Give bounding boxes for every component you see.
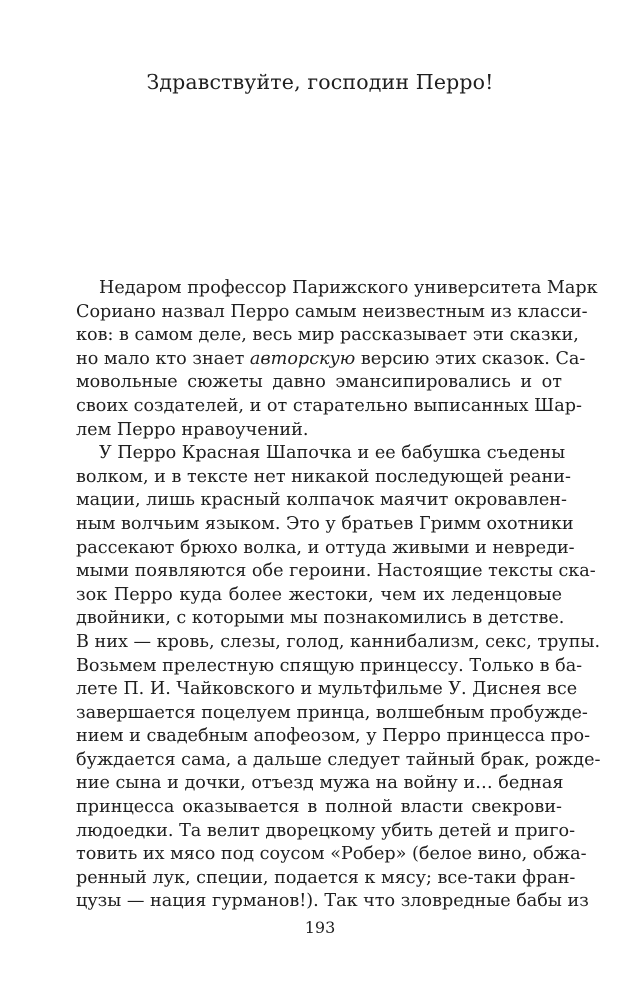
- text-line: ние сына и дочки, отъезд мужа на войну и… бедная: [76, 773, 564, 794]
- text-line: рассекают брюхо волка, и оттуда живыми и невреди-: [76, 537, 575, 558]
- text-line: У Перро Красная Шапочка и ее бабушка съедены: [99, 443, 566, 464]
- text-line: завершается поцелуем принца, волшебным пробужде-: [76, 702, 588, 723]
- text-line: [76, 348, 586, 372]
- text-line: Возьмем прелестную спящую принцессу. Только в ба-: [76, 655, 583, 676]
- text-line: Недаром профессор Парижского университета Марк: [99, 278, 598, 298]
- text-segment: версию этих сказок. Са-: [360, 348, 586, 369]
- text-line: волком, и в тексте нет никакой последующей реани-: [76, 466, 571, 487]
- text-line: товить их мясо под соусом «Робер» (белое вино, обжа-: [76, 844, 587, 865]
- text-line: мовольные сюжеты давно эмансипировались и от: [76, 372, 562, 393]
- text-line: мыми появляются обе героини. Настоящие тексты ска-: [76, 561, 596, 582]
- text-line: ренный лук, специи, подается к мясу; все-таки фран-: [76, 867, 576, 888]
- text-line: нием и свадебным апофеозом, у Перро принцесса про-: [76, 726, 591, 747]
- italic-word: авторскую: [249, 348, 356, 369]
- text-line: цузы — нация гурманов!). Так что зловредные бабы из: [76, 891, 589, 912]
- text-line: лете П. И. Чайковского и мультфильме У. Диснея все: [76, 679, 578, 700]
- chapter-title: Здравствуйте, господин Перро!: [146, 70, 494, 94]
- text-line: двойники, с которыми мы познакомились в детстве.: [76, 608, 565, 629]
- text-line: Сориано назвал Перро самым неизвестным из класси-: [76, 301, 588, 322]
- text-line: буждается сама, а дальше следует тайный брак, рожде-: [76, 749, 601, 770]
- text-line: зок Перро куда более жестоки, чем их леденцовые: [76, 584, 562, 605]
- body-text: [76, 277, 601, 914]
- text-line: людоедки. Та велит дворецкому убить детей и приго-: [76, 820, 576, 841]
- text-line: лем Перро нравоучений.: [76, 419, 309, 440]
- text-line: принцесса оказывается в полной власти свекрови-: [76, 797, 562, 818]
- page-number: 193: [304, 918, 336, 937]
- text-line: мации, лишь красный колпачок маячит окровавлен-: [76, 490, 567, 511]
- text-line: ков: в самом деле, весь мир рассказывает эти сказки,: [76, 325, 579, 346]
- text-line: своих создателей, и от старательно выписанных Шар-: [76, 395, 582, 416]
- text-line: ным волчьим языком. Это у братьев Гримм охотники: [76, 513, 574, 534]
- text-segment: но мало кто знает: [76, 348, 245, 369]
- text-line: В них — кровь, слезы, голод, каннибализм, секс, трупы.: [76, 631, 601, 652]
